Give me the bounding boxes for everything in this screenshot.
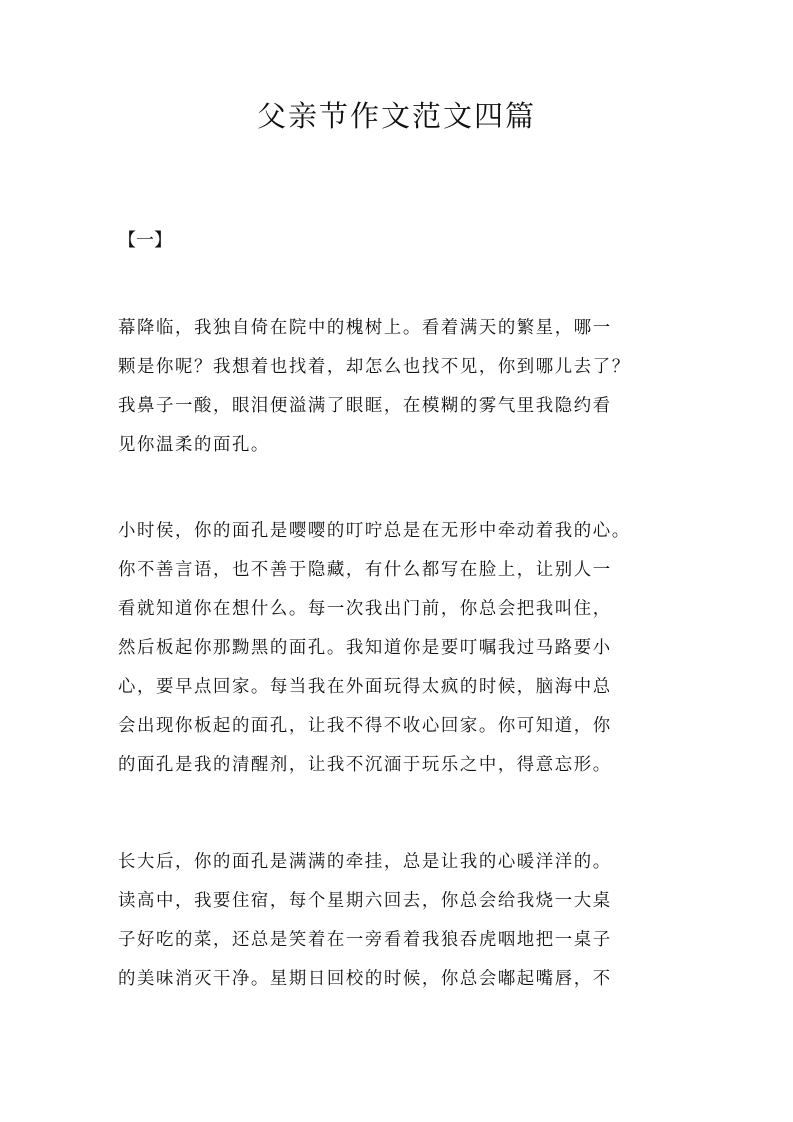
paragraph-3	[118, 843, 688, 999]
paragraph-line: 我鼻子一酸，眼泪便溢满了眼眶，在模糊的雾气里我隐约看	[118, 396, 612, 416]
paragraph-line: 幕降临，我独自倚在院中的槐树上。看着满天的繁星，哪一	[118, 318, 612, 338]
paragraph-line: 读高中，我要住宿，每个星期六回去，你总会给我烧一大桌	[118, 891, 612, 911]
paragraph-line: 子好吃的菜，还总是笑着在一旁看着我狼吞虎咽地把一桌子	[118, 930, 612, 950]
paragraph-line: 会出现你板起的面孔，让我不得不收心回家。你可知道，你	[118, 716, 612, 736]
paragraph-line: 颗是你呢？我想着也找着，却怎么也找不见，你到哪儿去了？	[118, 357, 631, 377]
paragraph-line: 长大后，你的面孔是满满的牵挂，总是让我的心暖洋洋的。	[118, 852, 612, 872]
paragraph-line: 看就知道你在想什么。每一次我出门前，你总会把我叫住，	[118, 599, 612, 619]
paragraph-line: 的美味消灭干净。星期日回校的时候，你总会嘟起嘴唇，不	[118, 969, 612, 989]
paragraph-line: 你不善言语，也不善于隐藏，有什么都写在脸上，让别人一	[118, 560, 612, 580]
page-title: 父亲节作文范文四篇	[256, 99, 536, 133]
paragraph-line: 的面孔是我的清醒剂，让我不沉湎于玩乐之中，得意忘形。	[118, 755, 612, 775]
paragraph-1	[118, 309, 688, 465]
paragraph-line: 心，要早点回家。每当我在外面玩得太疯的时候，脑海中总	[118, 677, 612, 697]
paragraph-line: 见你温柔的面孔。	[118, 435, 270, 455]
paragraph-2	[118, 512, 688, 785]
paragraph-line: 然后板起你那黝黑的面孔。我知道你是要叮嘱我过马路要小	[118, 638, 612, 658]
section-heading: 【一】	[118, 230, 172, 251]
paragraph-line: 小时侯，你的面孔是嘤嘤的叮咛总是在无形中牵动着我的心。	[118, 521, 631, 541]
